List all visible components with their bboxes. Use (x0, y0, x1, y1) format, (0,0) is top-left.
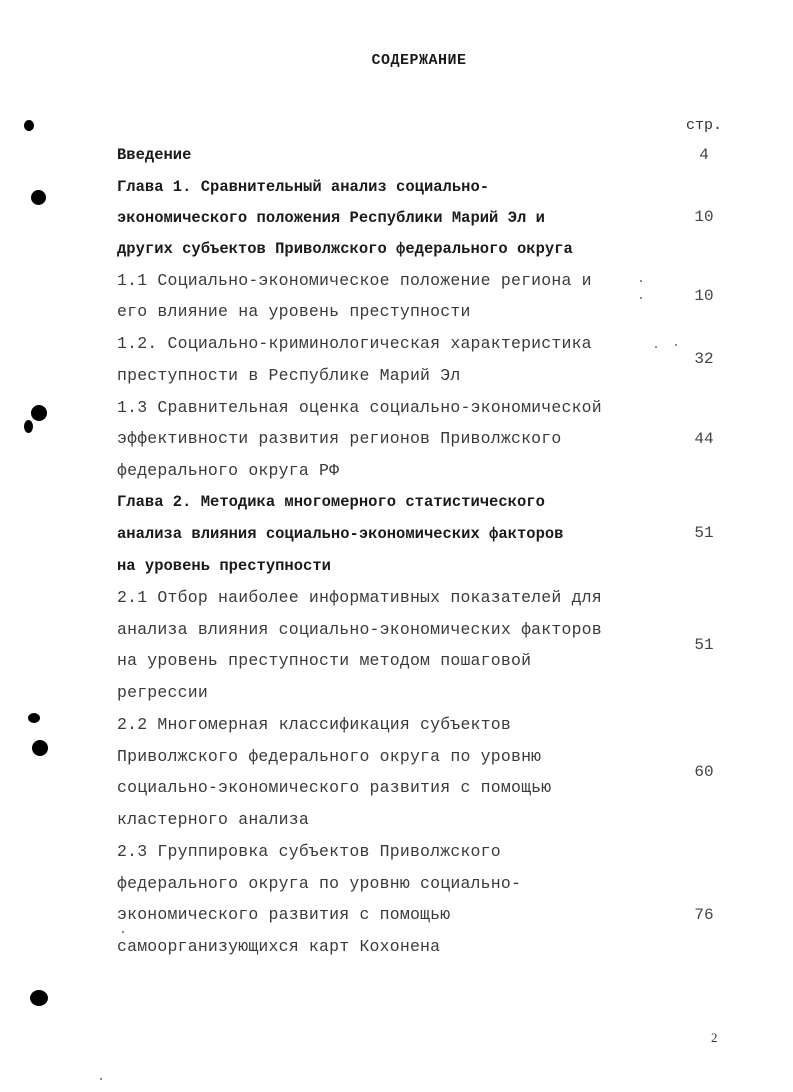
page-column-header: стр. (686, 117, 723, 134)
scan-mark (24, 420, 33, 433)
scan-mark (31, 405, 47, 421)
toc-entry-line: его влияние на уровень преступности (117, 302, 471, 321)
toc-entry-line: социально-экономического развития с помощью (117, 778, 552, 797)
toc-entry-line: на уровень преступности методом пошаговой (117, 651, 532, 670)
toc-entry-line: федерального округа по уровню социально- (117, 874, 522, 893)
toc-entry-line: преступности в Республике Марий Эл (117, 366, 461, 385)
toc-page-number: 32 (694, 350, 714, 368)
toc-page-number: 60 (694, 763, 714, 781)
scan-mark (30, 990, 48, 1006)
toc-entry-line: 2.1 Отбор наиболее информативных показателей для (117, 588, 602, 607)
scan-mark (31, 190, 46, 205)
toc-entry-line: 2.2 Многомерная классификация субъектов (117, 715, 511, 734)
toc-entry-line: 1.3 Сравнительная оценка социально-экономической (117, 398, 602, 417)
scan-speck (655, 346, 657, 348)
toc-page-number: 51 (694, 524, 714, 542)
toc-page-number: 10 (694, 208, 714, 226)
toc-entry-line: других субъектов Приволжского федерального округа (117, 240, 573, 258)
toc-entry-line: на уровень преступности (117, 557, 331, 575)
toc-entry-line: Глава 2. Методика многомерного статистического (117, 493, 545, 511)
toc-entry-line: Приволжского федерального округа по уровню (117, 747, 542, 766)
toc-page-number: 44 (694, 430, 714, 448)
scan-mark (32, 740, 48, 756)
toc-entry-line: эффективности развития регионов Приволжского (117, 429, 562, 448)
toc-entry-line: 2.3 Группировка субъектов Приволжского (117, 842, 501, 861)
toc-page-number: 51 (694, 636, 714, 654)
scan-speck (640, 297, 642, 299)
page-number: 2 (711, 1030, 718, 1045)
toc-entry-line: анализа влияния социально-экономических факторов (117, 525, 564, 543)
toc-entry-line: Глава 1. Сравнительный анализ социально- (117, 178, 490, 196)
toc-page-number: 76 (694, 906, 714, 924)
scan-mark (24, 120, 34, 131)
toc-entry-line: Введение (117, 146, 192, 164)
toc-entry-line: федерального округа РФ (117, 461, 340, 480)
toc-entry-line: самоорганизующихся карт Кохонена (117, 937, 441, 956)
scan-mark (28, 713, 40, 723)
scan-speck (675, 344, 677, 346)
scan-speck (100, 1078, 102, 1080)
scan-speck (640, 280, 642, 282)
toc-entry-line: анализа влияния социально-экономических факторов (117, 620, 602, 639)
toc-page-number: 4 (699, 146, 709, 164)
toc-entry-line: 1.2. Социально-криминологическая характеристика (117, 334, 592, 353)
toc-page-number: 10 (694, 287, 714, 305)
scan-speck (122, 931, 124, 933)
toc-entry-line: кластерного анализа (117, 810, 309, 829)
toc-entry-line: 1.1 Социально-экономическое положение региона и (117, 271, 592, 290)
toc-entry-line: экономического развития с помощью (117, 905, 451, 924)
toc-entry-line: экономического положения Республики Марий Эл и (117, 209, 545, 227)
toc-entry-line: регрессии (117, 683, 208, 702)
page-title: СОДЕРЖАНИЕ (371, 52, 467, 69)
